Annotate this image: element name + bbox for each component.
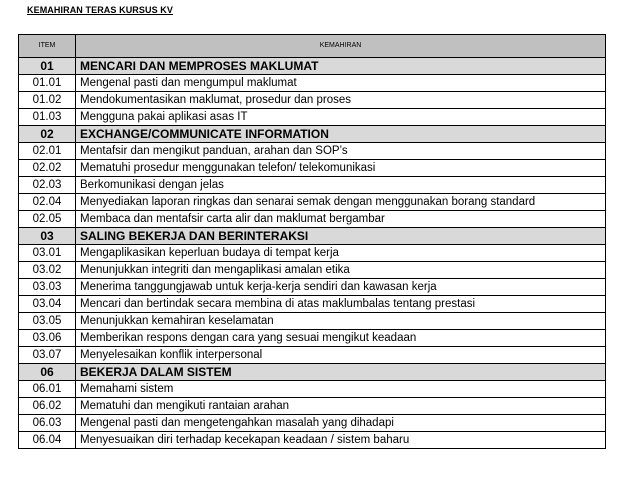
item-code: 01.01 — [19, 75, 76, 92]
table-row — [19, 92, 606, 109]
item-description: Mengenal pasti dan mengumpul maklumat — [76, 75, 606, 92]
item-description: Mematuhi dan mengikuti rantaian arahan — [76, 398, 606, 415]
table-row — [19, 347, 606, 364]
table-row — [19, 109, 606, 126]
item-code: 03.03 — [19, 279, 76, 296]
table-row — [19, 432, 606, 449]
item-code: 02.05 — [19, 211, 76, 228]
table-row — [19, 143, 606, 160]
section-title: MENCARI DAN MEMPROSES MAKLUMAT — [76, 58, 606, 75]
item-description: Mendokumentasikan maklumat, prosedur dan proses — [76, 92, 606, 109]
section-row — [19, 364, 606, 381]
table-row — [19, 262, 606, 279]
table-row — [19, 245, 606, 262]
table-row — [19, 194, 606, 211]
table-row — [19, 75, 606, 92]
kemahiran-column-header: KEMAHIRAN — [76, 35, 606, 58]
section-row — [19, 126, 606, 143]
kemahiran-table — [18, 34, 606, 449]
item-code: 03.05 — [19, 313, 76, 330]
item-description: Menunjukkan integriti dan mengaplikasi amalan etika — [76, 262, 606, 279]
section-row — [19, 58, 606, 75]
table-header-row — [19, 35, 606, 58]
item-code: 06.02 — [19, 398, 76, 415]
item-description: Membaca dan mentafsir carta alir dan maklumat bergambar — [76, 211, 606, 228]
table-row — [19, 177, 606, 194]
item-description: Menunjukkan kemahiran keselamatan — [76, 313, 606, 330]
page-title: KEMAHIRAN TERAS KURSUS KV — [27, 5, 174, 15]
section-code: 02 — [19, 126, 76, 143]
item-code: 02.02 — [19, 160, 76, 177]
table-row — [19, 330, 606, 347]
section-title: SALING BEKERJA DAN BERINTERAKSI — [76, 228, 606, 245]
section-code: 03 — [19, 228, 76, 245]
item-code: 01.03 — [19, 109, 76, 126]
item-description: Mengaplikasikan keperluan budaya di tempat kerja — [76, 245, 606, 262]
table-row — [19, 381, 606, 398]
item-code: 03.06 — [19, 330, 76, 347]
item-code: 06.03 — [19, 415, 76, 432]
section-title: BEKERJA DALAM SISTEM — [76, 364, 606, 381]
item-code: 03.01 — [19, 245, 76, 262]
item-description: Menyediakan laporan ringkas dan senarai semak dengan menggunakan borang standard — [76, 194, 606, 211]
item-description: Mengguna pakai aplikasi asas IT — [76, 109, 606, 126]
item-code: 03.07 — [19, 347, 76, 364]
section-row — [19, 228, 606, 245]
item-description: Menyesuaikan diri terhadap kecekapan keadaan / sistem baharu — [76, 432, 606, 449]
item-description: Memberikan respons dengan cara yang sesuai mengikut keadaan — [76, 330, 606, 347]
item-code: 02.03 — [19, 177, 76, 194]
item-description: Mentafsir dan mengikut panduan, arahan dan SOP’s — [76, 143, 606, 160]
item-description: Berkomunikasi dengan jelas — [76, 177, 606, 194]
item-code: 02.01 — [19, 143, 76, 160]
item-code: 03.04 — [19, 296, 76, 313]
item-code: 02.04 — [19, 194, 76, 211]
table-row — [19, 415, 606, 432]
item-description: Menyelesaikan konflik interpersonal — [76, 347, 606, 364]
section-code: 06 — [19, 364, 76, 381]
table-row — [19, 160, 606, 177]
table-row — [19, 279, 606, 296]
item-code: 06.01 — [19, 381, 76, 398]
section-title: EXCHANGE/COMMUNICATE INFORMATION — [76, 126, 606, 143]
table-row — [19, 398, 606, 415]
item-description: Mencari dan bertindak secara membina di atas maklumbalas tentang prestasi — [76, 296, 606, 313]
section-code: 01 — [19, 58, 76, 75]
table-row — [19, 313, 606, 330]
table-row — [19, 296, 606, 313]
item-description: Mematuhi prosedur menggunakan telefon/ telekomunikasi — [76, 160, 606, 177]
item-column-header: ITEM — [19, 35, 76, 58]
item-code: 06.04 — [19, 432, 76, 449]
table-body — [19, 58, 606, 449]
table-row — [19, 211, 606, 228]
item-description: Memahami sistem — [76, 381, 606, 398]
item-description: Mengenal pasti dan mengetengahkan masalah yang dihadapi — [76, 415, 606, 432]
item-code: 01.02 — [19, 92, 76, 109]
item-code: 03.02 — [19, 262, 76, 279]
item-description: Menerima tanggungjawab untuk kerja-kerja sendiri dan kawasan kerja — [76, 279, 606, 296]
